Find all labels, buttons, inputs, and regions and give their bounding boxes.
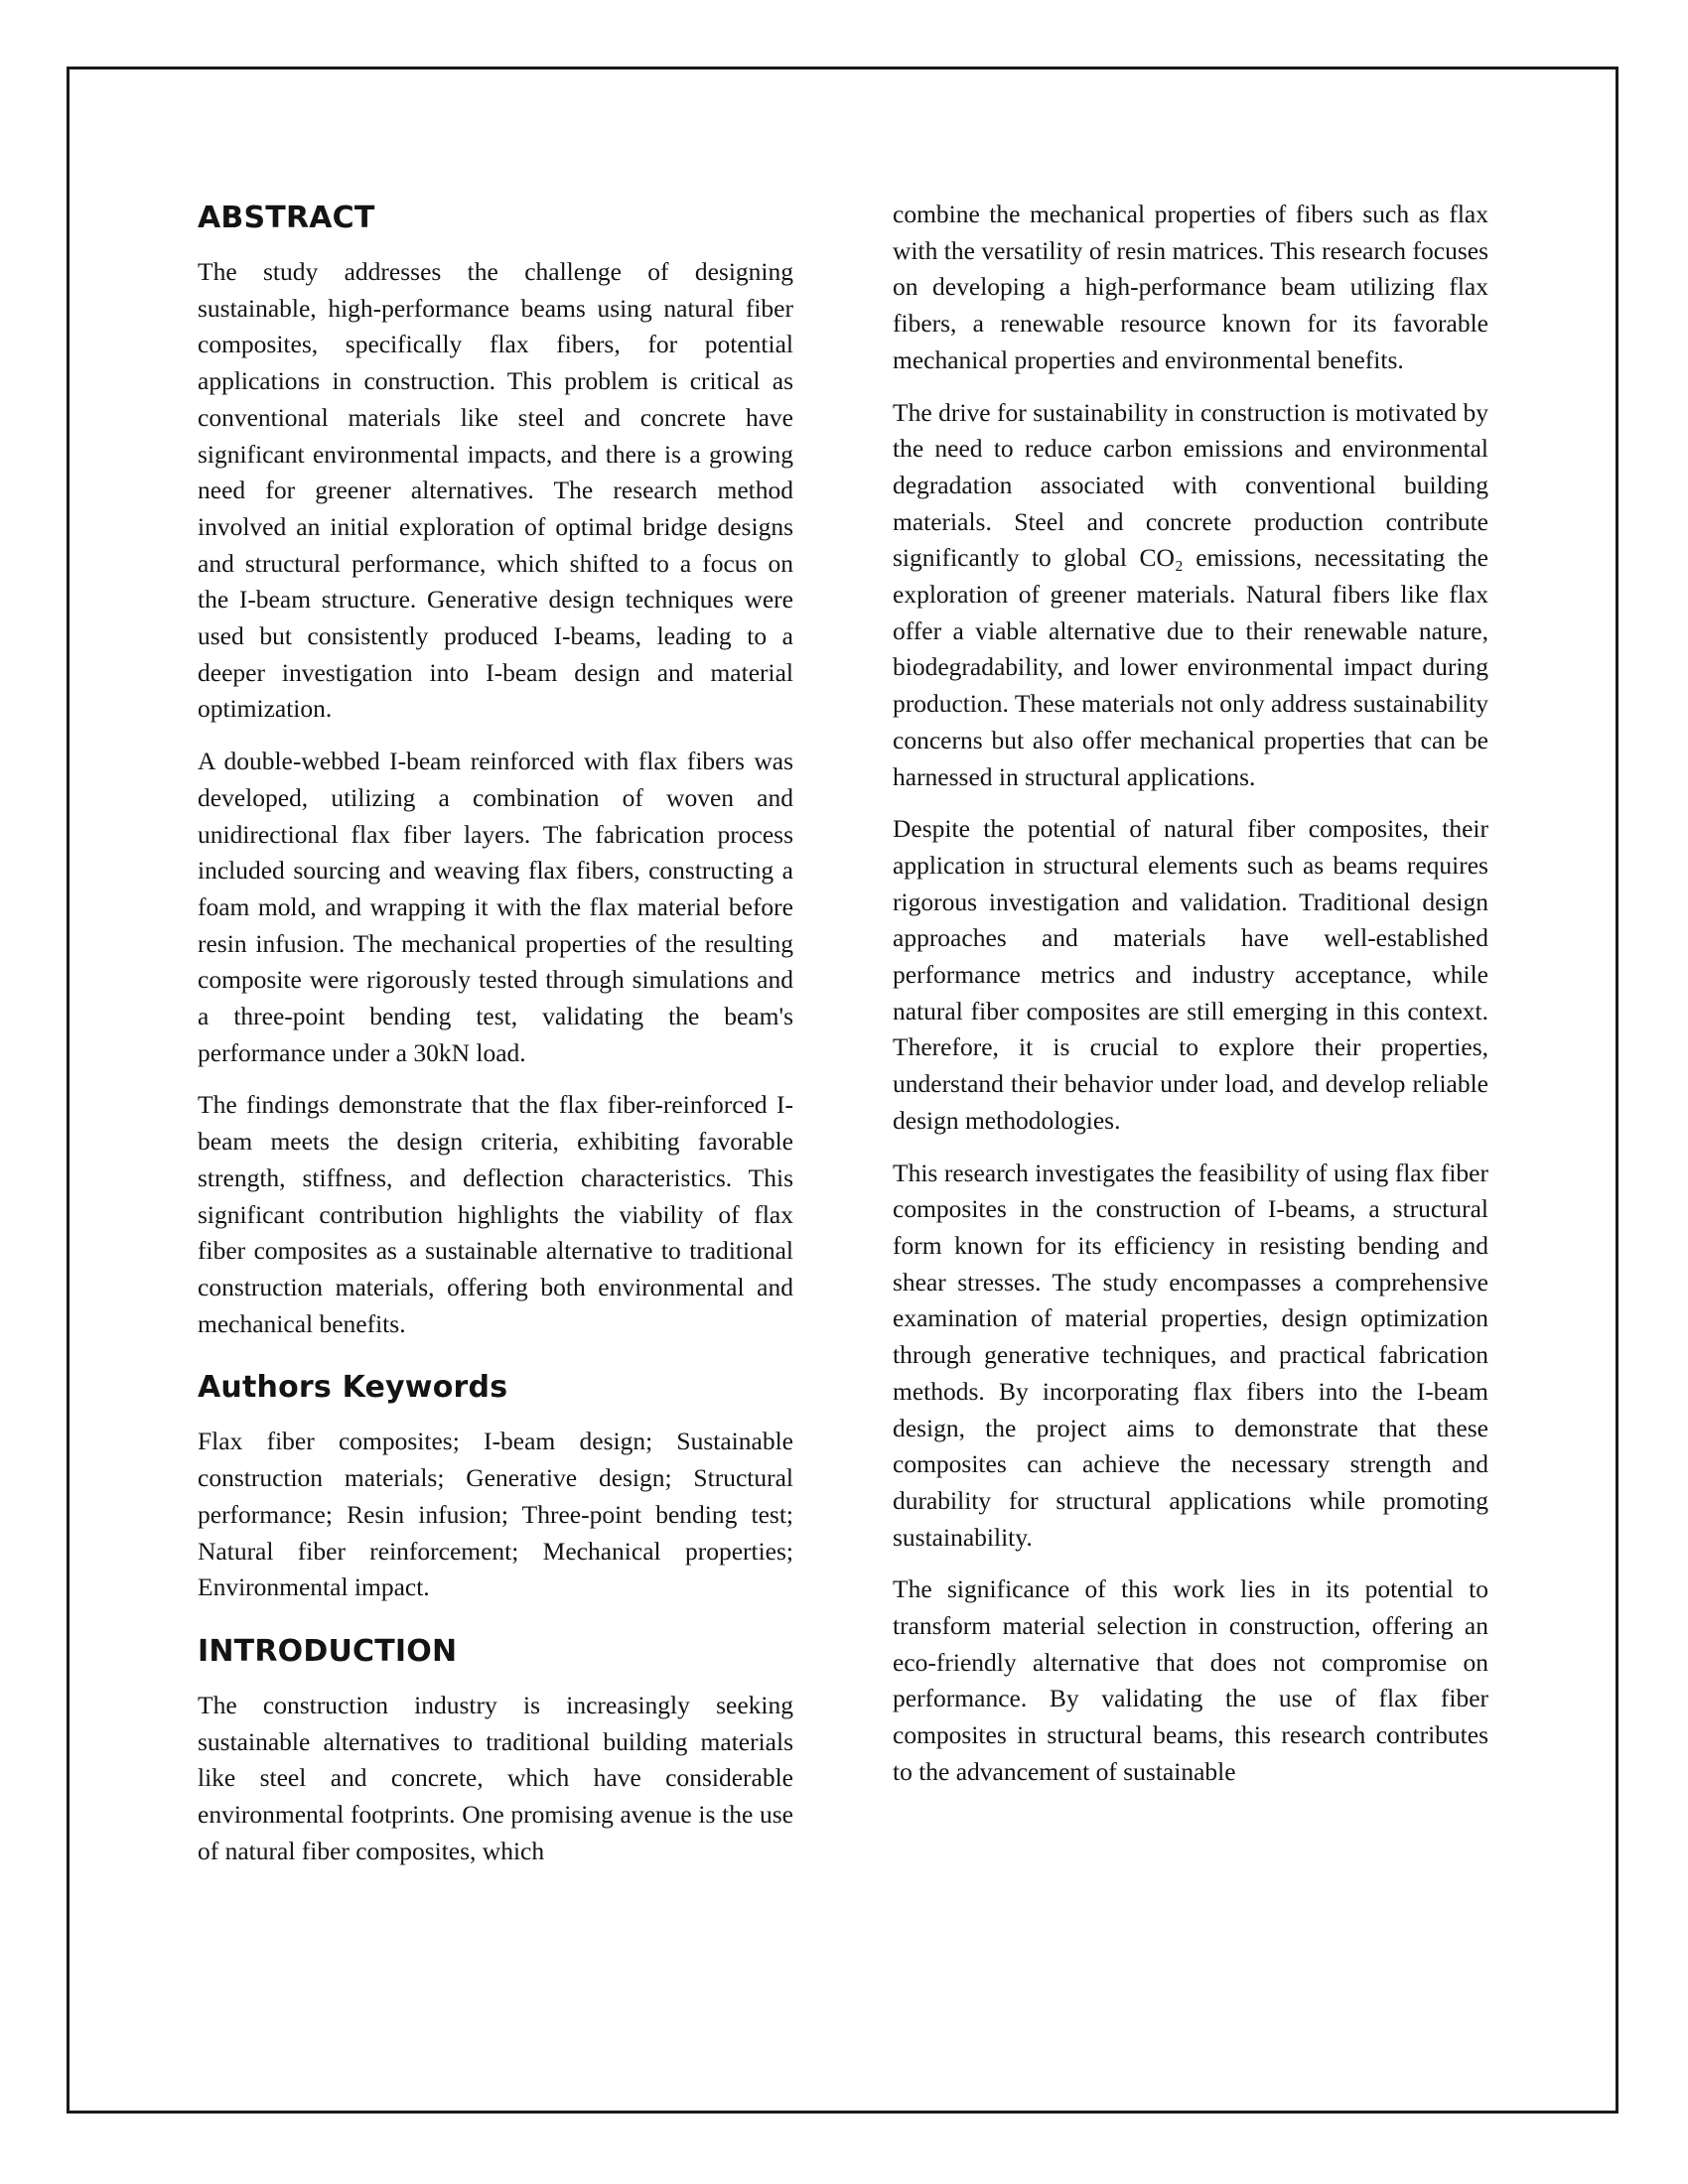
introduction-paragraph-1: The construction industry is increasingly seeking sustainable alternatives to traditional building materials like steel and concrete, which have considerable environmental footprints. One promising avenue is the use of natural fiber composites, which <box>198 1690 793 1865</box>
left-column <box>198 199 793 1885</box>
abstract-heading: ABSTRACT <box>198 201 375 235</box>
intro-paragraph-5: This research investigates the feasibility of using flax fiber composites in the construction of I-beams, a structural form known for its efficiency in resisting bending and shear stresses. The study encompasses a comprehensive examination of material properties, design optimization through generative techniques, and practical fabrication methods. By incorporating flax fibers into the I-beam design, the project aims to demonstrate that these composites can achieve the necessary strength and durability for structural applications while promoting sustainability. <box>893 1158 1488 1552</box>
abstract-paragraph-2: A double-webbed I-beam reinforced with flax fibers was developed, utilizing a combination of woven and unidirectional flax fiber layers. The fabrication process included sourcing and weaving flax fibers, constructing a foam mold, and wrapping it with the flax material before resin infusion. The mechanical properties of the resulting composite were rigorously tested through simulations and a three-point bending test, validating the beam's performance under a 30kN load. <box>198 747 793 1067</box>
abstract-paragraph-1: The study addresses the challenge of designing sustainable, high-performance beams using natural fiber composites, specifically flax fibers, for potential applications in construction. This problem is critical as conventional materials like steel and concrete have significant environmental impacts, and there is a growing need for greener alternatives. The research method involved an initial exploration of optimal bridge designs and structural performance, which shifted to a focus on the I-beam structure. Generative design techniques were used but consistently produced I-beams, leading to a deeper investigation into I-beam design and material optimization. <box>198 257 793 724</box>
keywords-text: Flax fiber composites; I-beam design; Sustainable construction materials; Generative design; Structural performance; Resin infusion; Three-point bending test; Natural fiber reinforcement; Mechanical properties; Environmental impact. <box>198 1427 793 1602</box>
intro-paragraph-3: The drive for sustainability in construction is motivated by the need to reduce carbon emissions and environmental degradation associated with conventional building materials. Steel and concrete production contribute significantly to global CO₂ emissions, necessitating the exploration of greener materials. Natural fibers like flax offer a viable alternative due to their renewable nature, biodegradability, and lower environmental impact during production. These materials not only address sustainability concerns but also offer mechanical properties that can be harnessed in structural applications. <box>893 397 1488 791</box>
introduction-heading: INTRODUCTION <box>198 1633 458 1669</box>
right-column <box>893 197 1488 1807</box>
abstract-paragraph-3: The findings demonstrate that the flax fiber-reinforced I-beam meets the design criteria, exhibiting favorable strength, stiffness, and deflection characteristics. This significant contribution highlights the viability of flax fiber composites as a sustainable alternative to traditional construction materials, offering both environmental and mechanical benefits. <box>198 1090 793 1338</box>
intro-paragraph-2: combine the mechanical properties of fibers such as flax with the versatility of resin matrices. This research focuses on developing a high-performance beam utilizing flax fibers, a renewable resource known for its favorable mechanical properties and environmental benefits. <box>893 200 1488 374</box>
intro-paragraph-4: Despite the potential of natural fiber composites, their application in structural elements such as beams requires rigorous investigation and validation. Traditional design approaches and materials have well-established performance metrics and industry acceptance, while natural fiber composites are still emerging in this context. Therefore, it is crucial to explore their properties, understand their behavior under load, and develop reliable design methodologies. <box>893 814 1488 1135</box>
intro-paragraph-6: The significance of this work lies in its potential to transform material selection in construction, offering an eco-friendly alternative that does not compromise on performance. By validating the use of flax fiber composites in structural beams, this research contributes to the advancement of sustainable <box>893 1574 1488 1786</box>
keywords-heading: Authors Keywords <box>198 1370 508 1406</box>
